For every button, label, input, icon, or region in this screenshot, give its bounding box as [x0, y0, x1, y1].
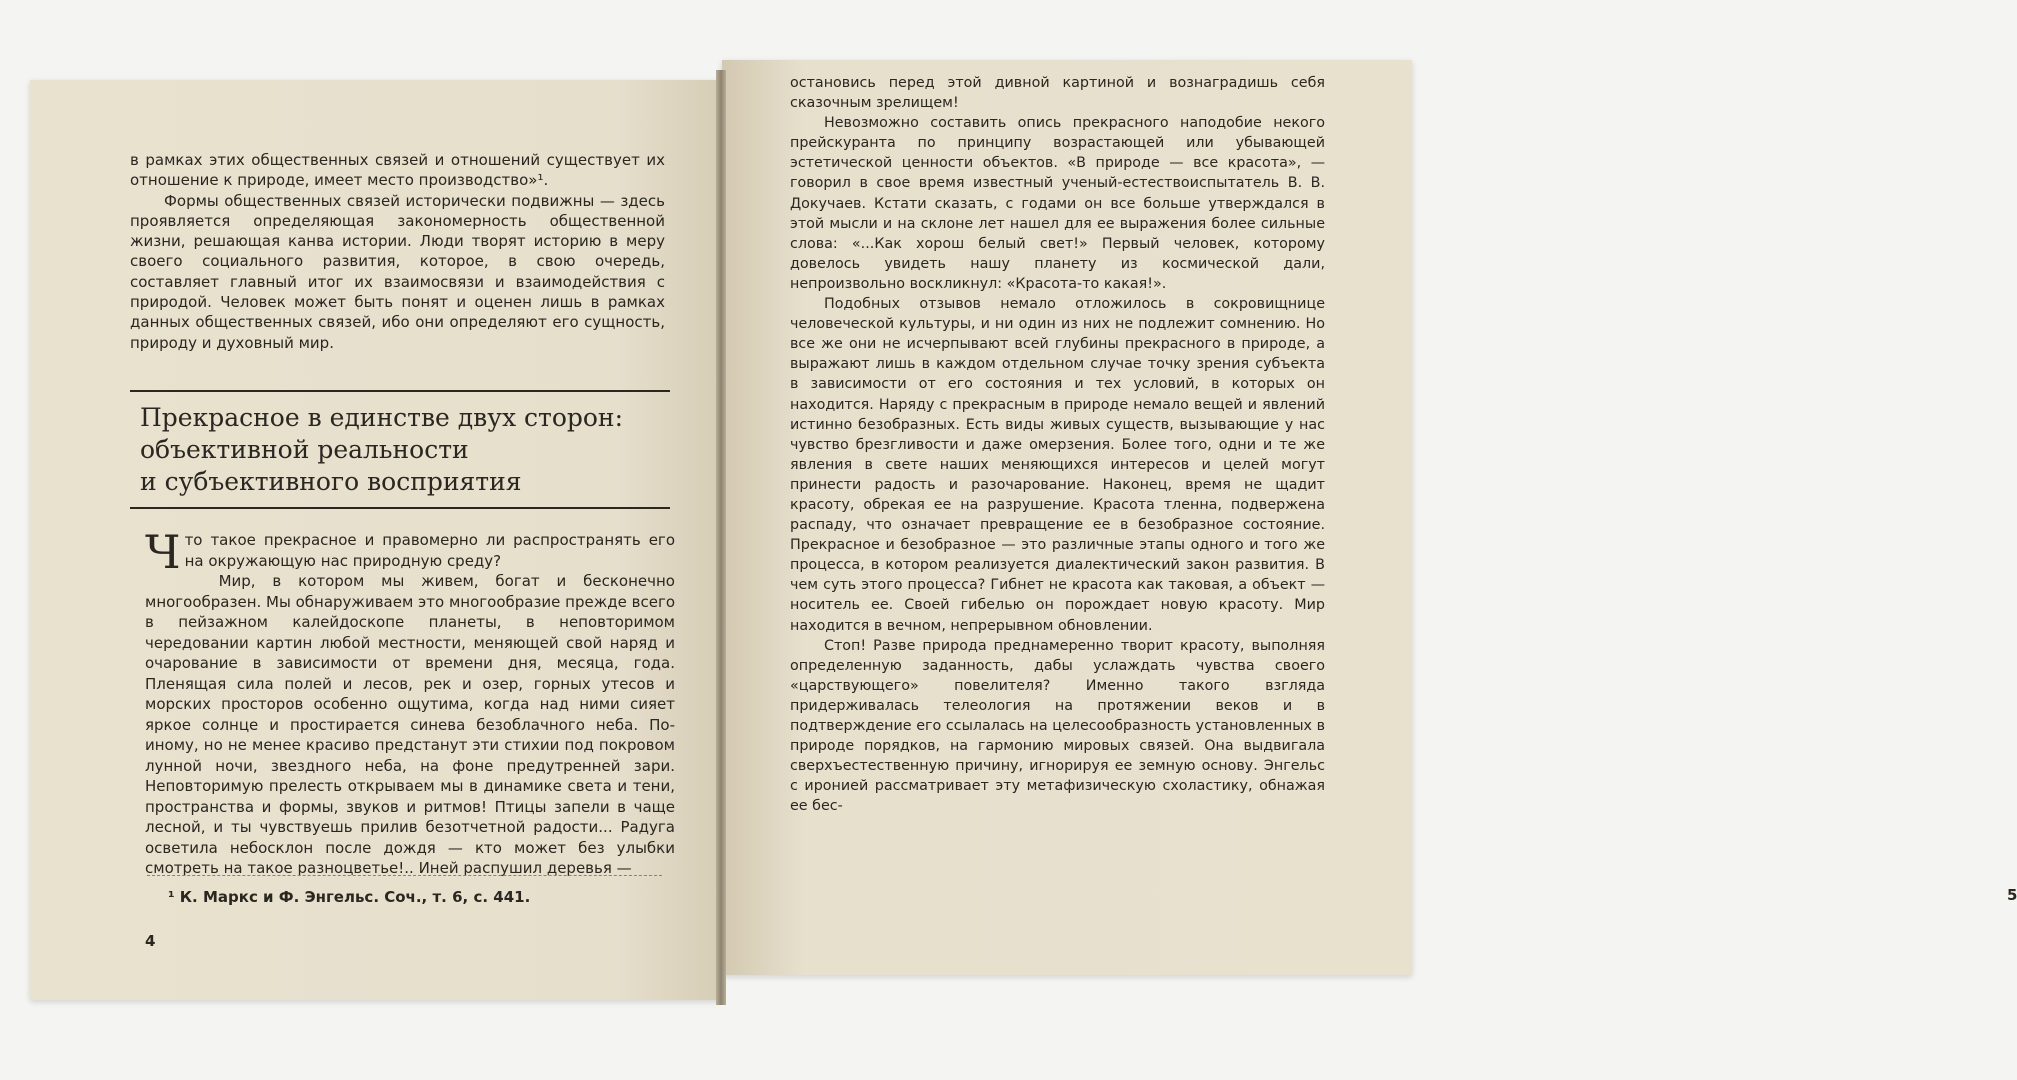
paragraph: в рамках этих общественных связей и отношений существует их отношение к природе, имеет место производство»¹.	[130, 151, 665, 190]
left-body-text	[145, 525, 675, 879]
footnote-divider	[147, 875, 662, 876]
left-top-text	[130, 150, 665, 353]
heading-line: Прекрасное в единстве двух сторон:	[140, 403, 624, 432]
heading-line: объективной реальности	[140, 435, 469, 464]
paragraph: Стоп! Разве природа преднамеренно творит красоту, выполняя определенную заданность, дабы услаждать чувства своего «царствующего» повелителя? Именно такого взгляда придерживалась телеология на протяжении веков и в подтверждение его ссылалась на целесообразность установленных в природе порядков, на гармонию мировых связей. Она выдвигала сверхъестественную причину, игнорируя ее земную основу. Энгельс с иронией рассматривает эту метафизическую схоластику, обнажая ее бес-	[790, 637, 1325, 815]
footnote: ¹ К. Маркс и Ф. Энгельс. Соч., т. 6, с. 441.	[168, 888, 531, 906]
page-number: 5	[2007, 886, 2017, 904]
heading-line: и субъективного восприятия	[140, 467, 522, 496]
paragraph: Мир, в котором мы живем, богат и бесконечно многообразен. Мы обнаруживаем это многообразие прежде всего в пейзажном калейдоскопе планеты, в неповторимом чередовании картин любой местности, меняющей свой наряд и очарование в зависимости от времени дня, месяца, года. Пленящая сила полей и лесов, рек и озер, горных утесов и морских просторов особенно ощутима, когда над ними сияет яркое солнце и простирается синева безоблачного неба. По-иному, но не менее красиво предстанут эти стихии под покровом лунной ночи, звездного неба, на фоне предутренней зари. Неповторимую прелесть открываем мы в динамике света и тени, пространства и формы, звуков и ритмов! Птицы запели в чаще лесной, и ты чувствуешь прилив безотчетной радости... Радуга осветила небосклон после дождя — кто может без улыбки смотреть на такое разноцветье!.. Иней распушил деревья —	[145, 572, 675, 877]
section-heading	[140, 402, 670, 498]
page-number: 4	[145, 932, 156, 950]
book-gutter	[716, 70, 726, 1005]
paragraph: остановись перед этой дивной картиной и вознаградишь себя сказочным зрелищем!	[790, 75, 1325, 112]
heading-rule-bottom	[130, 507, 670, 509]
paragraph-text: то такое прекрасное и правомерно ли распространять его на окружающую нас природную среду?	[184, 531, 675, 570]
paragraph: Формы общественных связей исторически подвижны — здесь проявляется определяющая закономерность общественной жизни, решающая канва истории. Люди творят историю в меру своего социального развития, которое, в свою очередь, составляет главный итог их взаимосвязи и взаимодействия с природой. Человек может быть понят и оценен лишь в рамках данных общественных связей, ибо они определяют его сущность, природу и духовный мир.	[130, 191, 665, 352]
paragraph: Подобных отзывов немало отложилось в сокровищнице человеческой культуры, и ни один из них не подлежит сомнению. Но все же они не исчерпывают всей глубины прекрасного в природе, а выражают лишь в каждом отдельном случае точку зрения субъекта в зависимости от его состояния и тех условий, в которых он находится. Наряду с прекрасным в природе немало вещей и явлений истинно безобразных. Есть виды живых существ, вызывающие у нас чувство брезгливости и даже омерзения. Более того, одни и те же явления в свете наших меняющихся интересов и целей могут принести радость и разочарование. Наконец, время не щадит красоту, обрекая ее на разрушение. Красота тленна, подвержена распаду, что означает превращение ее в безобразное состояние. Прекрасное и безобразное — это различные этапы одного и того же процесса, в котором реализуется диалектический закон развития. В чем суть этого процесса? Гибнет не красота как таковая, а объект — носитель ее. Своей гибелью он порождает новую красоту. Мир находится в вечном, непрерывном обновлении.	[790, 296, 1325, 634]
drop-cap: Ч	[145, 525, 181, 579]
left-page	[30, 80, 720, 1000]
heading-rule-top	[130, 390, 670, 392]
right-body-text	[790, 73, 1325, 816]
paragraph: Невозможно составить опись прекрасного наподобие некого прейскуранта по принципу возрастающей или убывающей эстетической ценности объектов. «В природе — все красота», — говорил в свое время известный ученый-естествоиспытатель В. В. Докучаев. Кстати сказать, с годами он все больше утверждался в этой мысли и на склоне лет нашел для ее выражения более сильные слова: «...Как хорош белый свет!» Первый человек, которому довелось увидеть нашу планету из космической дали, непроизвольно воскликнул: «Красота-то какая!».	[790, 115, 1325, 292]
paragraph	[145, 525, 675, 579]
